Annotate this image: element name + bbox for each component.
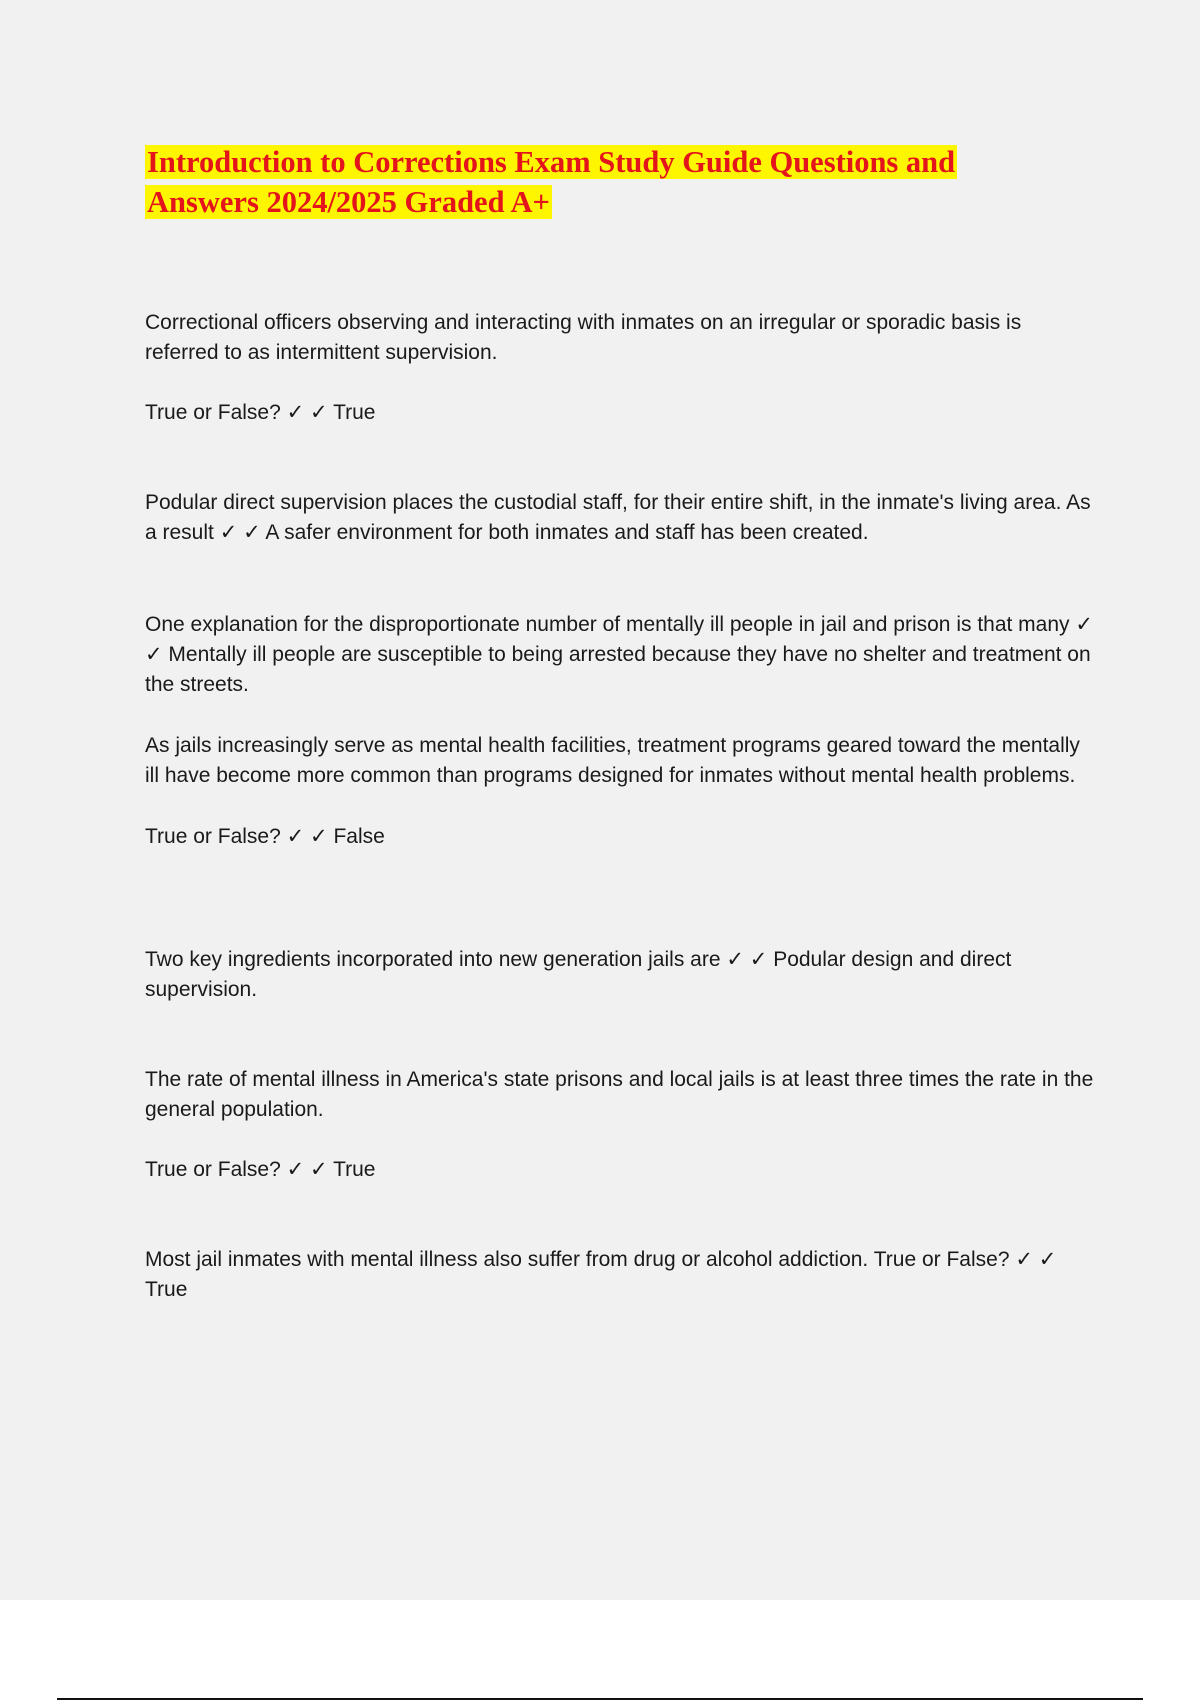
question-intermittent-supervision: Correctional officers observing and interacting with inmates on an irregular or sporadic basis is referred to as intermittent supervision. <box>145 311 1022 364</box>
answer-mental-health-programs: True or False? ✓ ✓ False <box>145 825 385 848</box>
question-mentally-ill-explanation: One explanation for the disproportionate number of mentally ill people in jail and prison is that many ✓ ✓ Mentally ill people are susceptible to being arrested because they have no shelter and treatment on the streets. <box>145 613 1093 696</box>
document-title <box>145 142 1045 222</box>
answer-mental-illness-rate: True or False? ✓ ✓ True <box>145 1158 376 1181</box>
question-mental-illness-rate: The rate of mental illness in America's state prisons and local jails is at least three times the rate in the general population. <box>145 1068 1094 1121</box>
answer-intermittent-supervision: True or False? ✓ ✓ True <box>145 401 376 424</box>
question-podular-direct-supervision: Podular direct supervision places the custodial staff, for their entire shift, in the inmate's living area. As a result ✓ ✓ A safer environment for both inmates and staff has been created. <box>145 491 1091 544</box>
question-drug-alcohol-addiction: Most jail inmates with mental illness also suffer from drug or alcohol addiction. True or False? ✓ ✓ True <box>145 1248 1057 1301</box>
question-mental-health-programs: As jails increasingly serve as mental health facilities, treatment programs geared toward the mentally ill have become more common than programs designed for inmates without mental health problems. <box>145 734 1080 787</box>
question-new-generation-jails: Two key ingredients incorporated into new generation jails are ✓ ✓ Podular design and direct supervision. <box>145 948 1012 1001</box>
title-highlight: Introduction to Corrections Exam Study Guide Questions and Answers 2024/2025 Graded A+ <box>147 145 956 219</box>
